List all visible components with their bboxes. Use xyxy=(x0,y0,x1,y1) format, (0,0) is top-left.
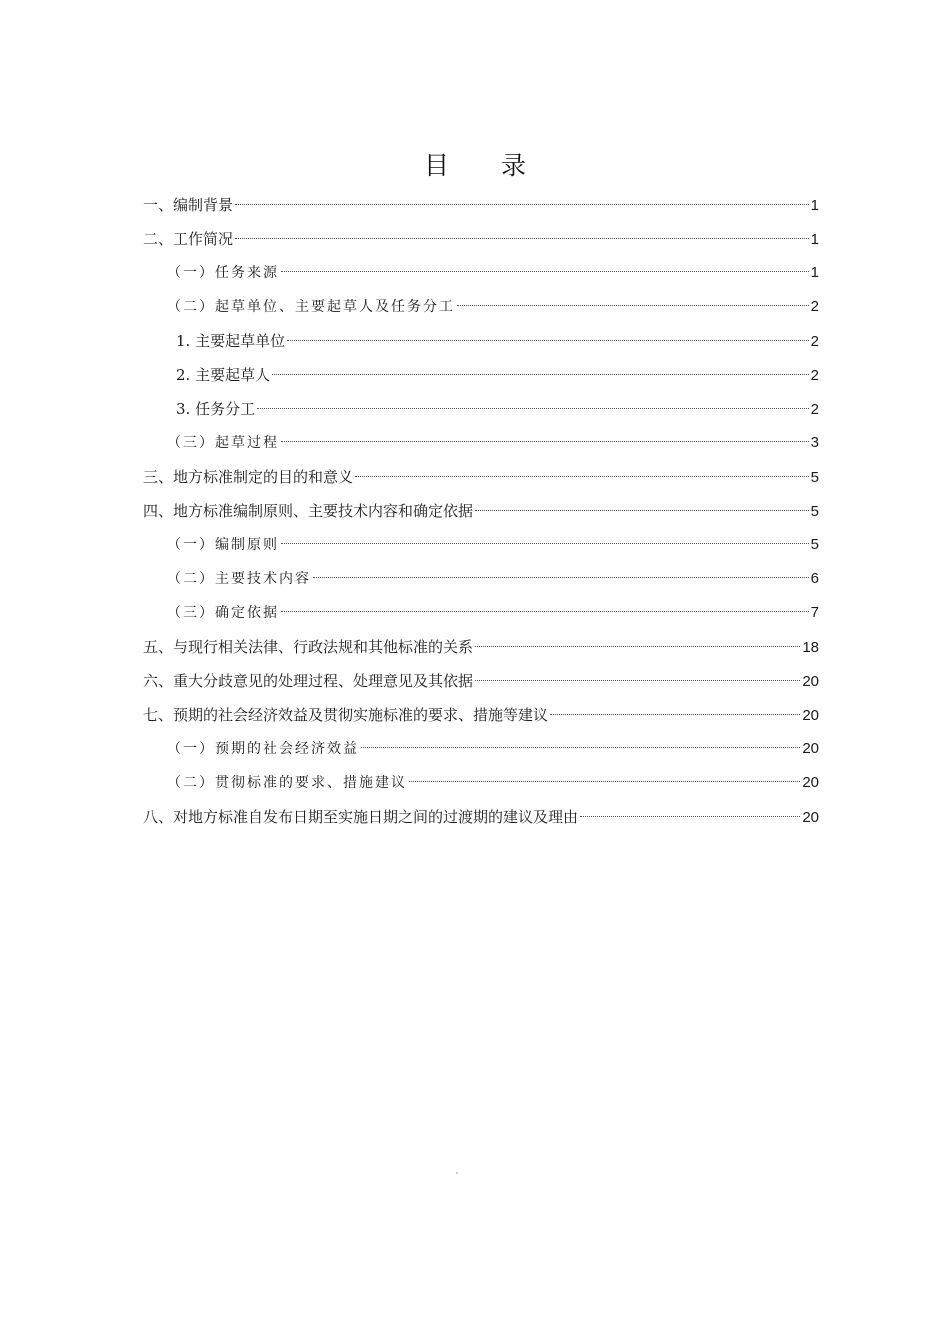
toc-entry[interactable] xyxy=(143,596,819,630)
dot-leader xyxy=(409,781,800,782)
toc-entry[interactable] xyxy=(143,222,819,256)
toc-entry[interactable] xyxy=(143,766,819,800)
toc-entry[interactable] xyxy=(143,460,819,494)
toc-title: 目 录 xyxy=(424,151,548,180)
toc-entry-label: 七、预期的社会经济效益及贯彻实施标准的要求、措施等建议 xyxy=(143,706,549,724)
toc-entry[interactable] xyxy=(143,290,819,324)
dot-leader xyxy=(550,714,800,715)
toc-entry-page-number: 5 xyxy=(810,503,819,520)
dot-leader xyxy=(475,680,800,681)
toc-entry[interactable] xyxy=(143,630,819,664)
dot-leader xyxy=(281,611,809,612)
toc-entry-label: 三、地方标准制定的目的和意义 xyxy=(143,468,354,486)
toc-entry[interactable] xyxy=(143,392,819,426)
toc-entry-page-number: 1 xyxy=(810,197,819,214)
toc-entry-page-number: 20 xyxy=(802,809,819,826)
toc-entry[interactable] xyxy=(143,698,819,732)
toc-entry-label: 八、对地方标准自发布日期至实施日期之间的过渡期的建议及理由 xyxy=(143,808,579,826)
dot-leader xyxy=(272,374,809,375)
dot-leader xyxy=(475,510,809,511)
toc-entry[interactable] xyxy=(143,732,819,766)
toc-entry[interactable] xyxy=(143,426,819,460)
dot-leader xyxy=(235,204,809,205)
dot-leader xyxy=(281,271,809,272)
toc-entry[interactable] xyxy=(143,800,819,834)
toc-entry[interactable] xyxy=(143,562,819,596)
toc-entry-page-number: 5 xyxy=(810,536,819,553)
toc-entry-page-number: 3 xyxy=(810,434,819,451)
toc-entry-label: 二、工作简况 xyxy=(143,230,234,248)
dot-leader xyxy=(257,408,809,409)
toc-entry[interactable] xyxy=(143,324,819,358)
toc-entry-page-number: 18 xyxy=(802,639,819,656)
toc-entry-label: 一、编制背景 xyxy=(143,196,234,214)
toc-entry-label: （三）确定依据 xyxy=(167,605,279,621)
toc-entry-page-number: 20 xyxy=(802,673,819,690)
dot-leader xyxy=(281,441,809,442)
dot-leader xyxy=(287,340,809,341)
toc-entry[interactable] xyxy=(143,256,819,290)
dot-leader xyxy=(235,238,809,239)
toc-entry-page-number: 1 xyxy=(810,231,819,248)
toc-entry-label: 2. 主要起草人 xyxy=(176,366,271,384)
page-speck xyxy=(456,1172,458,1174)
table-of-contents xyxy=(143,188,819,834)
dot-leader xyxy=(580,816,800,817)
toc-entry-page-number: 2 xyxy=(810,333,819,350)
dot-leader xyxy=(355,476,809,477)
toc-entry-label: 四、地方标准编制原则、主要技术内容和确定依据 xyxy=(143,502,474,520)
toc-entry-label: （一）编制原则 xyxy=(167,537,279,553)
toc-entry-label: 3. 任务分工 xyxy=(176,400,256,418)
toc-entry-label: 六、重大分歧意见的处理过程、处理意见及其依据 xyxy=(143,672,474,690)
dot-leader xyxy=(457,305,809,306)
toc-entry-page-number: 20 xyxy=(802,707,819,724)
toc-entry-label: （三）起草过程 xyxy=(167,435,279,451)
toc-entry[interactable] xyxy=(143,664,819,698)
toc-entry-label: （二）起草单位、主要起草人及任务分工 xyxy=(167,299,455,315)
toc-entry-label: （一）任务来源 xyxy=(167,265,279,281)
dot-leader xyxy=(281,543,809,544)
toc-entry[interactable] xyxy=(143,494,819,528)
dot-leader xyxy=(313,577,809,578)
toc-entry-page-number: 5 xyxy=(810,469,819,486)
toc-entry-label: （二）主要技术内容 xyxy=(167,571,311,587)
toc-entry[interactable] xyxy=(143,188,819,222)
dot-leader xyxy=(475,646,800,647)
toc-entry-page-number: 2 xyxy=(810,298,819,315)
toc-entry[interactable] xyxy=(143,528,819,562)
toc-entry-label: （一）预期的社会经济效益 xyxy=(167,741,359,757)
toc-entry[interactable] xyxy=(143,358,819,392)
toc-entry-page-number: 7 xyxy=(810,604,819,621)
toc-entry-page-number: 20 xyxy=(802,774,819,791)
toc-entry-page-number: 2 xyxy=(810,367,819,384)
dot-leader xyxy=(361,747,800,748)
toc-entry-label: 1. 主要起草单位 xyxy=(176,332,286,350)
toc-entry-page-number: 20 xyxy=(802,740,819,757)
toc-entry-page-number: 1 xyxy=(810,264,819,281)
toc-entry-page-number: 2 xyxy=(810,401,819,418)
toc-entry-label: （二）贯彻标准的要求、措施建议 xyxy=(167,775,407,791)
toc-entry-page-number: 6 xyxy=(810,570,819,587)
toc-entry-label: 五、与现行相关法律、行政法规和其他标准的关系 xyxy=(143,638,474,656)
